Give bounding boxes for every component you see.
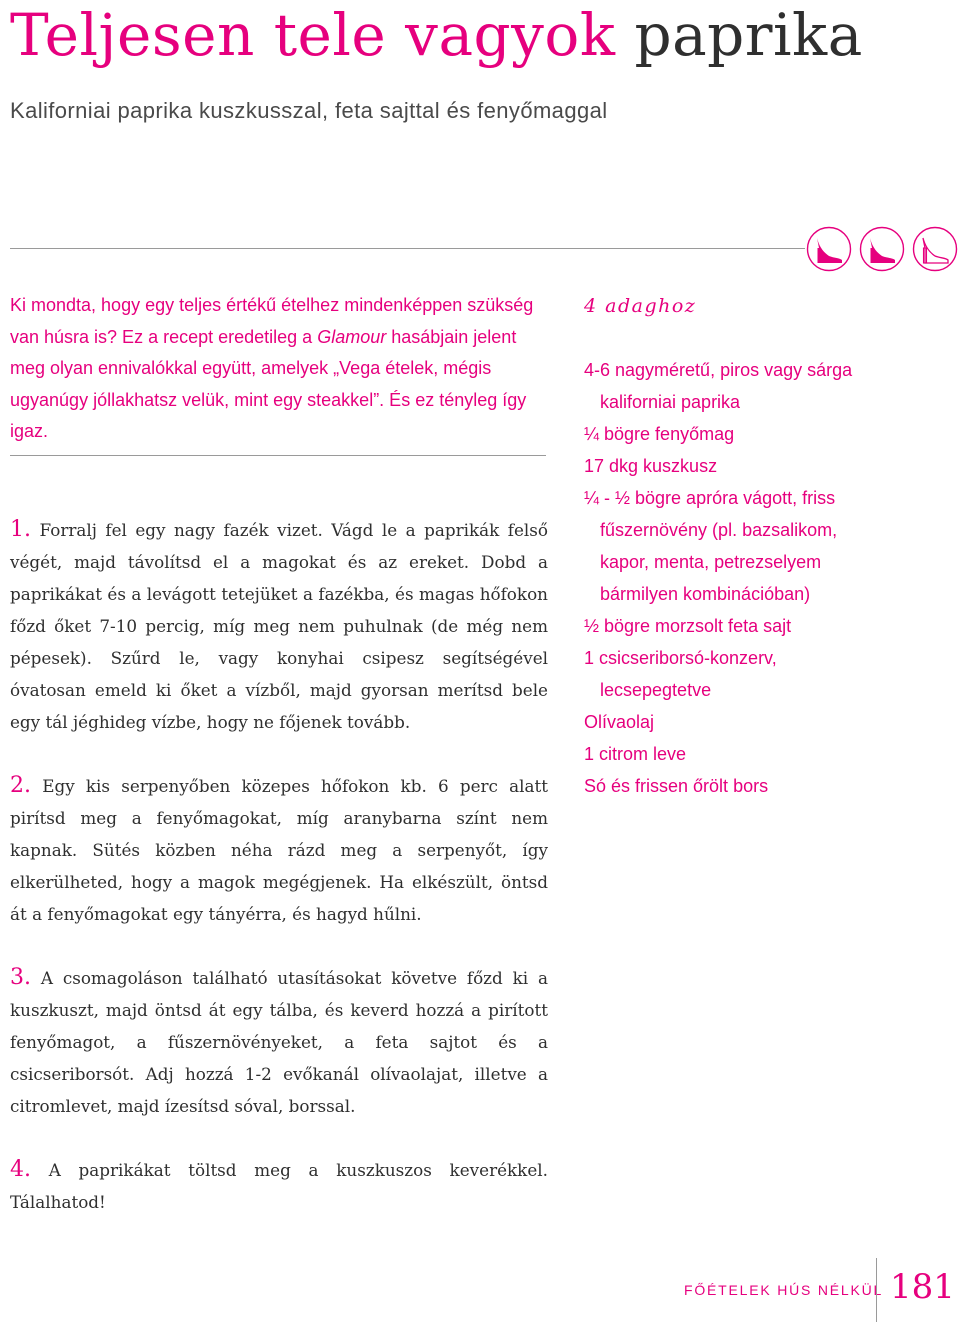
intro-divider	[10, 455, 546, 456]
recipe-title	[10, 0, 863, 70]
step-number: 4.	[10, 1157, 31, 1182]
step-2	[10, 770, 548, 930]
recipe-title-rest: paprika	[634, 1, 863, 69]
step-3	[10, 962, 548, 1122]
ingredient-item: ¼ - ½ bögre apróra vágott, friss fűszernövény (pl. bazsalikom, kapor, menta, petrezselyem bármilyen kombinációban)	[584, 488, 838, 604]
step-number: 2.	[10, 773, 31, 798]
ingredient-item: Olívaolaj	[584, 712, 655, 732]
section-label: FŐÉTELEK HÚS NÉLKÜL	[684, 1282, 884, 1298]
step-number: 1.	[10, 517, 31, 542]
ingredient-item: Só és frissen őrölt bors	[584, 776, 769, 796]
top-divider	[10, 248, 805, 249]
intro-text-before: Ki mondta, hogy egy teljes értékű ételhez mindenképpen szükség van húsra is? Ez a recept eredetileg a	[10, 295, 534, 347]
high-heel-shoe-icon	[806, 226, 852, 272]
magazine-name: Glamour	[317, 326, 387, 347]
recipe-title-highlight: Teljesen tele vagyok	[10, 1, 616, 69]
ingredient-item: 1 csicseriborsó-konzerv, lecsepegtetve	[584, 648, 777, 700]
servings-label: 4 adaghoz	[584, 295, 697, 317]
ingredient-item: 17 dkg kuszkusz	[584, 456, 718, 476]
step-number: 3.	[10, 965, 31, 990]
step-text: Egy kis serpenyőben közepes hőfokon kb. 6 perc alatt pirítsd meg a fenyőmagokat, míg aranybarna színt nem kapnak. Sütés közben néha rázd meg a serpenyőt, így elkerülheted, hogy a magok megégjenek. Ha elkészült, öntsd át a fenyőmagokat egy tányérra, és hagyd hűlni.	[10, 776, 548, 924]
ingredient-item: 1 citrom leve	[584, 744, 687, 764]
step-4	[10, 1154, 548, 1218]
ingredient-item: ½ bögre morzsolt feta sajt	[584, 616, 792, 636]
recipe-subtitle: Kaliforniai paprika kuszkusszal, feta sajttal és fenyőmaggal	[10, 98, 608, 123]
high-heel-shoe-icon	[859, 226, 905, 272]
ingredient-list	[584, 354, 884, 802]
method-steps	[10, 514, 548, 1250]
footer-divider	[876, 1258, 877, 1322]
step-text: A csomagoláson található utasításokat követve főzd ki a kuszkuszt, majd öntsd át egy tálba, és keverd hozzá a pirított fenyőmagot, a fűszernövényeket, a feta sajtot és a csicseriborsót. Adj hozzá 1-2 evőkanál olívaolajat, illetve a citromlevet, majd ízesítsd sóval, borssal.	[10, 968, 548, 1116]
intro-paragraph	[10, 290, 550, 448]
page-number: 181	[890, 1267, 955, 1307]
intro-text-after: hasábjain jelent meg olyan ennivalókkal együtt, amelyek „Vega ételek, mégis ugyanúgy jóllakhatsz velük, mint egy steakkel”. És ez tényleg így igaz.	[10, 326, 527, 441]
step-1	[10, 514, 548, 738]
step-text: A paprikákat töltsd meg a kuszkuszos keverékkel. Tálalhatod!	[10, 1160, 548, 1212]
high-heel-shoe-outline-icon	[912, 226, 958, 272]
difficulty-rating	[806, 226, 960, 274]
ingredient-item: 4-6 nagyméretű, piros vagy sárga kaliforniai paprika	[584, 360, 853, 412]
step-text: Forralj fel egy nagy fazék vizet. Vágd le a paprikák felső végét, majd távolítsd el a magokat és az ereket. Dobd a paprikákat és a levágott tetejüket a fazékba, és magas hőfokon főzd őket 7-10 percig, míg meg nem puhulnak (de még nem pépesek). Szűrd le, vagy konyhai csipesz segítségével óvatosan emeld ki őket a vízből, majd gyorsan merítsd bele egy tál jéghideg vízbe, hogy ne főjenek tovább.	[10, 520, 548, 732]
ingredient-item: ¼ bögre fenyőmag	[584, 424, 735, 444]
